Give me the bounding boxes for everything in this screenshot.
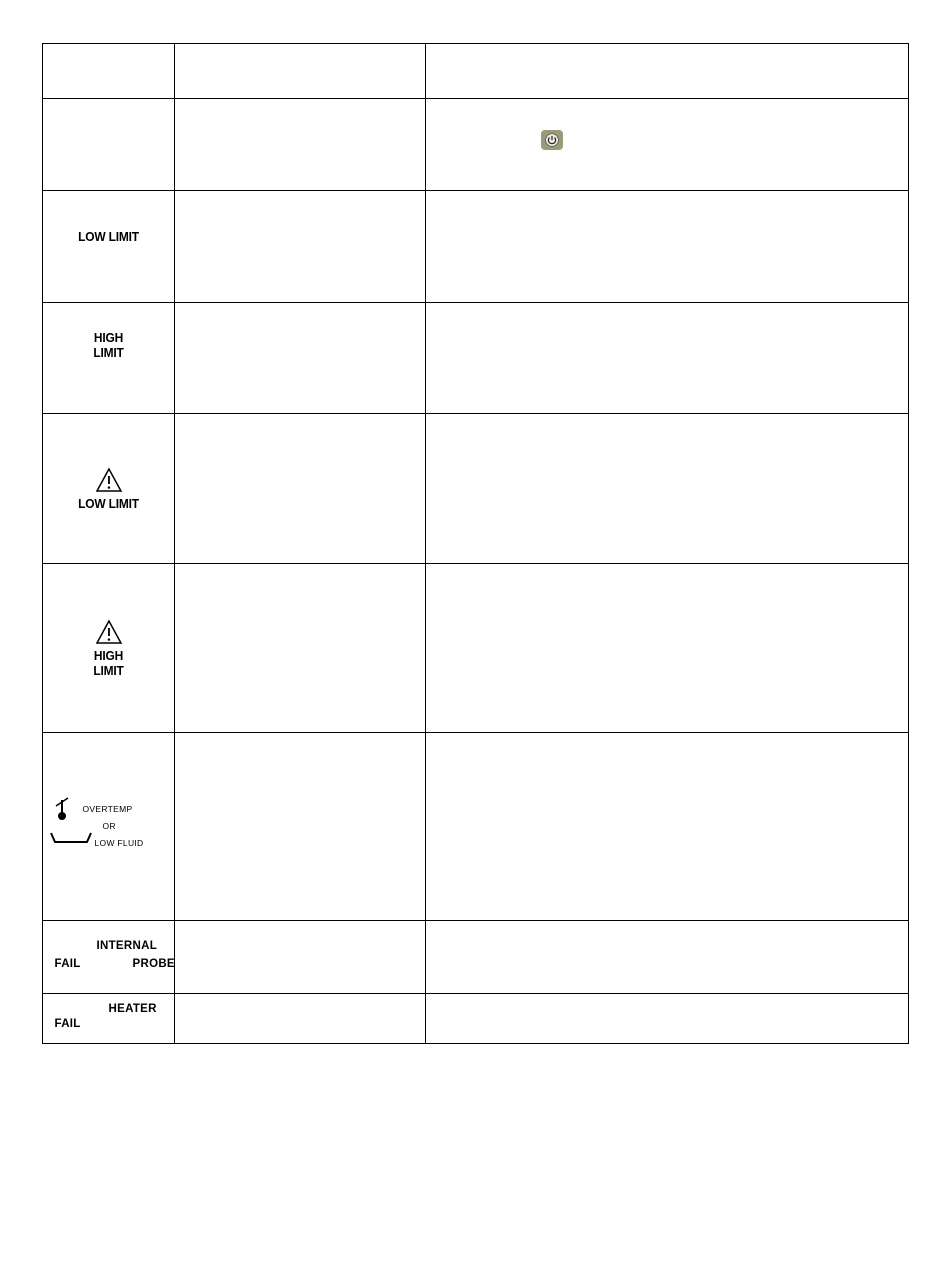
table-header-row: [43, 44, 909, 99]
fluid-tub-icon: [49, 830, 93, 846]
table-row: [43, 921, 909, 994]
overtemp-label: OVERTEMP: [82, 803, 133, 814]
display-cell: [43, 191, 175, 303]
condition-cell: [175, 564, 426, 733]
display-cell: [43, 733, 175, 921]
warning-triangle-icon: [95, 467, 123, 493]
display-cell: [43, 994, 175, 1044]
high-label: HIGH: [93, 330, 124, 345]
display-cell: [43, 414, 175, 564]
action-cell: [426, 191, 909, 303]
fail-label: FAIL: [54, 958, 81, 970]
condition-cell: [175, 733, 426, 921]
condition-cell: [175, 921, 426, 994]
header-cell-action: [426, 44, 909, 99]
action-cell: [426, 99, 909, 191]
display-cell: [43, 99, 175, 191]
or-label: OR: [102, 820, 116, 831]
warn-high-label: HIGH: [93, 647, 124, 663]
condition-cell: [175, 99, 426, 191]
heater-label: HEATER: [108, 1002, 157, 1015]
internal-label: INTERNAL: [96, 940, 158, 952]
action-cell: [426, 994, 909, 1044]
action-cell: [426, 921, 909, 994]
action-cell: [426, 414, 909, 564]
action-cell: [426, 733, 909, 921]
header-cell-display: [43, 44, 175, 99]
table-row: [43, 303, 909, 414]
display-cell: [43, 303, 175, 414]
action-cell: [426, 564, 909, 733]
table-row: [43, 994, 909, 1044]
power-icon: [541, 130, 563, 150]
condition-cell: [175, 303, 426, 414]
alarm-table: [42, 43, 909, 1044]
condition-cell: [175, 191, 426, 303]
limit-label: LIMIT: [93, 345, 124, 360]
display-cell: [43, 564, 175, 733]
table-row: [43, 733, 909, 921]
probe-label: PROBE: [132, 958, 175, 970]
table-row: [43, 191, 909, 303]
low-limit-label: LOW LIMIT: [78, 228, 139, 244]
warn-low-limit-label: LOW LIMIT: [78, 495, 139, 511]
header-cell-condition: [175, 44, 426, 99]
table-row: [43, 564, 909, 733]
fail-label: FAIL: [54, 1017, 81, 1030]
table-row: [43, 99, 909, 191]
display-cell: [43, 921, 175, 994]
warn-limit-label: LIMIT: [93, 662, 124, 678]
warning-triangle-icon: [95, 619, 123, 645]
table-row: [43, 414, 909, 564]
condition-cell: [175, 994, 426, 1044]
low-fluid-label: LOW FLUID: [94, 837, 144, 848]
action-cell: [426, 303, 909, 414]
condition-cell: [175, 414, 426, 564]
thermometer-icon: [53, 794, 71, 822]
